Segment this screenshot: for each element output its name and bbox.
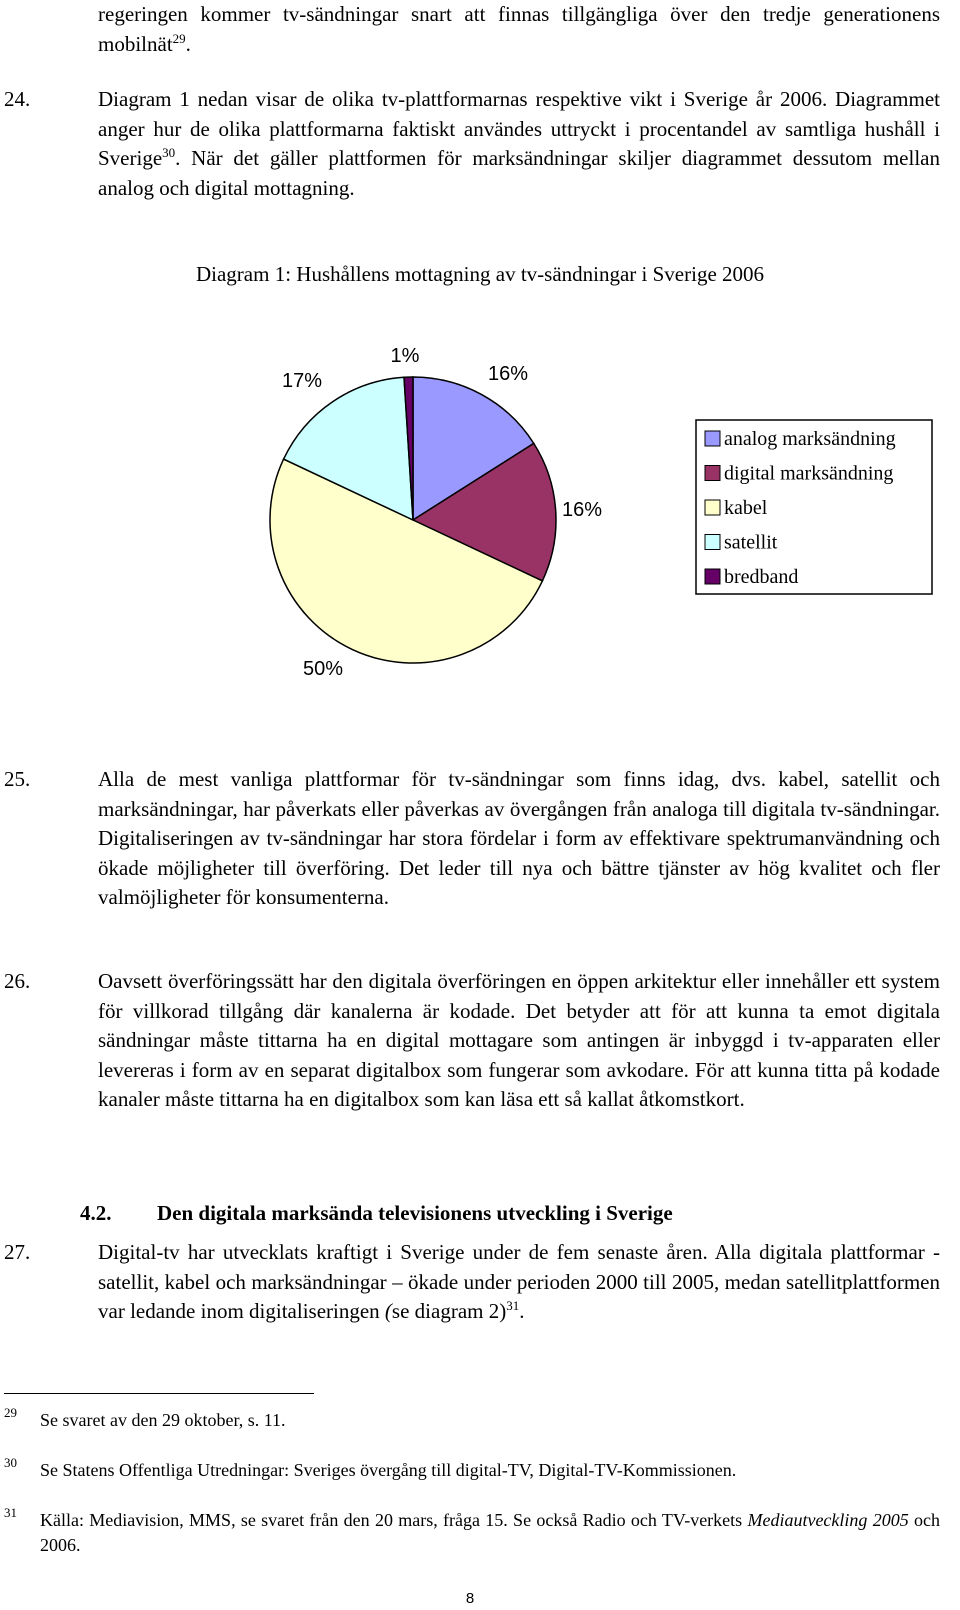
legend-swatch (705, 466, 720, 481)
footnote-text-part: Källa: Mediavision, MMS, se svaret från den 20 mars, fråga 15. Se också Radio och TV-verkets (40, 1510, 748, 1530)
pie-slice-label: 1% (390, 345, 420, 367)
paragraph-text: se diagram 2) (391, 1299, 507, 1324)
legend-swatch (705, 535, 720, 550)
paragraph-27 (98, 1238, 940, 1327)
paragraph-text: Diagram 1 nedan visar de olika tv-plattformarnas respektive vikt i Sverige år 2006. Diagrammet anger hur de olika plattformarna faktiskt användes uttryckt i procentandel av samtliga hushåll i Sverige (98, 87, 940, 171)
paragraph-25: Alla de mest vanliga plattformar för tv-sändningar som finns idag, dvs. kabel, satellit och marksändningar, har påverkats eller påverkas av övergången från analoga till digitala tv-sändningar. Digitaliseringen av tv-sändningar har stora fördelar i form av effektivare spektrumanvändning och ökade möjligheter till överföring. Det leder till nya och bättre tjänster av hög kvalitet och fler valmöjligheter för konsumenterna. (98, 767, 940, 910)
footnote-text-part: och 2006. (40, 1510, 940, 1555)
legend-label: analog marksändning (724, 428, 896, 450)
footnote-text: Se svaret av den 29 oktober, s. 11. (40, 1410, 286, 1430)
footnote-text: Se Statens Offentliga Utredningar: Sveriges övergång till digital-TV, Digital-TV-Kommissionen. (40, 1460, 737, 1480)
legend-label: digital marksändning (724, 462, 894, 485)
footnote-text (40, 1508, 940, 1558)
paragraph-tail: . (519, 1299, 525, 1324)
paragraph-number: 24. (4, 87, 31, 111)
footnote-ref: 29 (172, 30, 186, 46)
legend-label: kabel (724, 497, 768, 519)
paragraph-text: Digital-tv har utvecklats kraftigt i Sverige under de fem senaste åren. Alla digitala plattformar - satellit, kabel och marksändningar – ökade under perioden 2000 till 2005, medan satellitplattformen var ledande inom digitaliseringen (98, 1240, 940, 1324)
legend-swatch (705, 431, 720, 446)
legend-label: satellit (724, 531, 778, 554)
legend-swatch (705, 500, 720, 515)
pie-slice-label: 50% (302, 658, 344, 680)
paragraph-number: 27. (4, 1240, 31, 1264)
chart-title: Diagram 1: Hushållens mottagning av tv-sändningar i Sverige 2006 (195, 262, 765, 286)
paragraph-tail: . (185, 31, 191, 56)
legend-swatch (705, 569, 720, 584)
paragraph-24 (98, 85, 940, 203)
pie-slice-label: 16% (561, 499, 603, 521)
paragraph-text: . När det gäller plattformen för marksändningar skiljer diagrammet dessutom mellan analog och digital mottagning. (98, 146, 940, 200)
footnote-ref: 30 (162, 145, 176, 161)
page-number: 8 (465, 1590, 475, 1607)
section-title: Den digitala marksända televisionens utveckling i Sverige (157, 1201, 673, 1225)
chart-legend (696, 420, 932, 594)
paragraph-number: 25. (4, 767, 31, 791)
paragraph-continuation (98, 0, 940, 59)
footnote-number: 30 (4, 1455, 17, 1470)
paragraph-26: Oavsett överföringssätt har den digitala överföringen en öppen arkitektur eller innehåller ett system för villkorad tillgång där kanalerna är kodade. Det betyder att för att kunna ta emot digitala sändningar måste tittarna ha en digital mottagare som antingen är inbyggd i tv-apparaten eller levereras i form av en separat digitalbox som fungerar som avkodare. För att kunna titta på kodade kanaler måste tittarna ha en digitalbox som kan läsa ett så kallat åtkomstkort. (98, 969, 940, 1112)
footnote-number: 29 (4, 1405, 17, 1420)
footnote-separator (4, 1393, 314, 1394)
pie-slice-label: 17% (281, 370, 323, 392)
footnote-italic: Mediautveckling 2005 (747, 1510, 909, 1530)
paragraph-number: 26. (4, 969, 31, 993)
section-number: 4.2. (80, 1201, 112, 1225)
pie-slices (270, 377, 556, 663)
legend-label: bredband (724, 566, 799, 588)
paragraph-paren: ( (384, 1299, 392, 1324)
footnote-ref: 31 (506, 1298, 520, 1314)
pie-slice-label: 16% (487, 363, 529, 385)
pie-chart (0, 330, 960, 790)
footnote-number: 31 (4, 1505, 17, 1520)
paragraph-text: regeringen kommer tv-sändningar snart att finnas tillgängliga över den tredje generationens mobilnät (98, 2, 940, 56)
